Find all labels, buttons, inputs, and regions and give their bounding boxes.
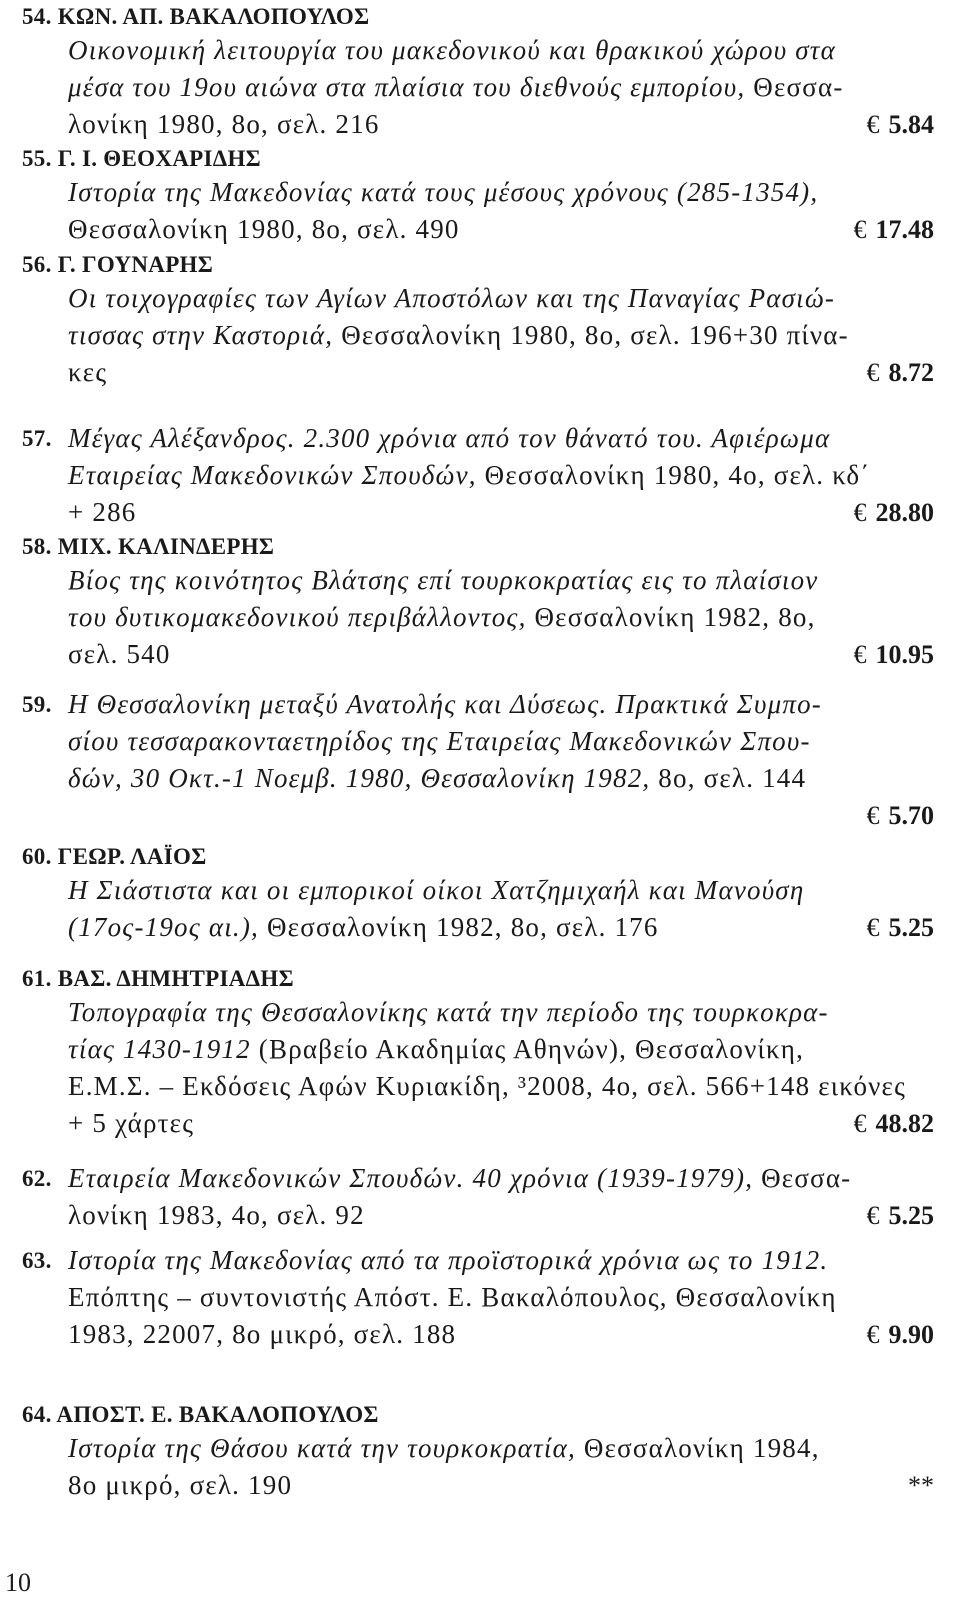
price-value: 17.48 [875, 215, 934, 244]
description-line [68, 420, 936, 457]
price-value: 28.80 [875, 498, 934, 527]
publication-details: Ε.Μ.Σ. – Εκδόσεις Αφών Κυριακίδη, ³2008, 4ο, σελ. 566+148 εικόνες [68, 1071, 906, 1101]
entry-price [867, 354, 935, 391]
title-italic-text: μέσα του 19ου αιώνα στα πλαίσια του διεθνούς εμπορίου, [68, 72, 746, 102]
entry-header [22, 252, 213, 278]
entry-author: Γ. ΓΟΥΝΑΡΗΣ [51, 252, 214, 277]
description-line [68, 636, 936, 673]
entry-number: 59. [22, 692, 52, 717]
description-line [68, 1160, 936, 1197]
price-value: 5.25 [888, 913, 934, 942]
entry-number: 54. [22, 4, 52, 29]
title-italic-text: Εταιρείας Μακεδονικών Σπουδών, [68, 460, 477, 490]
title-italic-text: Βίος της κοινότητος Βλάτσης επί τουρκοκρατίας εις το πλαίσιον [68, 565, 819, 595]
entry-price [867, 909, 935, 946]
publication-details: λονίκη 1983, 4ο, σελ. 92 [68, 1200, 365, 1230]
description-line [68, 1105, 936, 1142]
description-line [68, 686, 936, 723]
description-line [68, 354, 936, 391]
title-italic-text: (17ος-19ος αι.), [68, 912, 260, 942]
title-italic-text: τισσας στην Καστοριά, [68, 320, 334, 350]
publication-details: Επόπτης – συντονιστής Απόστ. Ε. Βακαλόπουλος, Θεσσαλονίκη [68, 1282, 837, 1312]
publication-details: κες [68, 357, 108, 387]
euro-symbol: € [853, 215, 867, 244]
description-line [68, 1068, 936, 1105]
entry-description [68, 994, 936, 1142]
description-line [68, 280, 936, 317]
publication-details: + 286 [68, 497, 137, 527]
euro-symbol: € [866, 913, 880, 942]
description-line [68, 760, 936, 797]
title-italic-text: Οι τοιχογραφίες των Αγίων Αποστόλων και της Παναγίας Ρασιώ- [68, 283, 836, 313]
title-italic-text: Ιστορία της Μακεδονίας από τα προϊστορικά χρόνια ως το 1912. [68, 1245, 829, 1275]
entry-description [68, 1242, 936, 1353]
title-italic-text: δών, 30 Οκτ.-1 Νοεμβ. 1980, Θεσσαλονίκη 1982, [68, 763, 651, 793]
entry-description [68, 872, 936, 946]
publication-details: Θεσσα- [753, 1163, 852, 1193]
entry-price [908, 1467, 934, 1504]
title-italic-text: Εταιρεία Μακεδονικών Σπουδών. 40 χρόνια (1939-1979), [68, 1163, 754, 1193]
euro-symbol: € [853, 498, 867, 527]
entry-header [22, 4, 369, 30]
price-value: 10.95 [875, 640, 934, 669]
entry-description [68, 420, 936, 531]
title-italic-text: Η Σιάστιστα και οι εμπορικοί οίκοι Χατζημιχαήλ και Μανούση [68, 875, 805, 905]
title-italic-text: του δυτικομακεδονικού περιβάλλοντος, [68, 602, 527, 632]
price-note: ** [908, 1471, 934, 1500]
price-value: 5.70 [888, 801, 934, 830]
entry-author: ΑΠΟΣΤ. Ε. ΒΑΚΑΛΟΠΟΥΛΟΣ [51, 1402, 379, 1427]
description-line [68, 69, 936, 106]
description-line [68, 909, 936, 946]
entry-price [867, 797, 935, 834]
entry-author: Γ. Ι. ΘΕΟΧΑΡΙΔΗΣ [51, 146, 261, 171]
euro-symbol: € [866, 801, 880, 830]
description-line [68, 494, 936, 531]
description-line [68, 1467, 936, 1504]
entry-header [22, 534, 274, 560]
title-italic-text: Η Θεσσαλονίκη μεταξύ Ανατολής και Δύσεως. Πρακτικά Συμπο- [68, 689, 822, 719]
description-line [68, 994, 936, 1031]
title-italic-text: σίου τεσσαρακονταετηρίδος της Εταιρείας Μακεδονικών Σπου- [68, 726, 811, 756]
title-italic-text: Μέγας Αλέξανδρος. 2.300 χρόνια από τον θάνατό του. Αφιέρωμα [68, 423, 831, 453]
description-line [68, 1242, 936, 1279]
entry-price [867, 1316, 935, 1353]
description-line [68, 211, 936, 248]
entry-price [867, 1197, 935, 1234]
price-value: 5.84 [888, 110, 934, 139]
entry-number: 57. [22, 426, 52, 451]
description-line [68, 872, 936, 909]
euro-symbol: € [853, 1109, 867, 1138]
entry-number: 62. [22, 1166, 52, 1191]
description-line [68, 1430, 936, 1467]
title-italic-text: Οικονομική λειτουργία του μακεδονικού και θρακικού χώρου στα [68, 35, 837, 65]
publication-details: Θεσσαλονίκη 1982, 8ο, σελ. 176 [259, 912, 659, 942]
price-value: 48.82 [875, 1109, 934, 1138]
price-value: 5.25 [888, 1201, 934, 1230]
description-line [68, 1031, 936, 1068]
description-line [68, 317, 936, 354]
publication-details: (Βραβείο Ακαδημίας Αθηνών), Θεσσαλονίκη, [250, 1034, 805, 1064]
title-italic-text: τίας 1430-1912 [68, 1034, 251, 1064]
title-italic-text: Τοπογραφία της Θεσσαλονίκης κατά την περίοδο της τουρκοκρα- [68, 997, 829, 1027]
entry-price [854, 211, 935, 248]
euro-symbol: € [866, 110, 880, 139]
entry-number: 56. [22, 252, 52, 277]
publication-details: Θεσσαλονίκη 1984, [575, 1433, 820, 1463]
publication-details: σελ. 540 [68, 639, 171, 669]
entry-author: ΜΙΧ. ΚΑΛΙΝΔΕΡΗΣ [51, 534, 275, 559]
entry-author: ΓΕΩΡ. ΛΑΪΟΣ [51, 844, 207, 869]
entry-number: 55. [22, 146, 52, 171]
publication-details: Θεσσαλονίκη 1980, 8ο, σελ. 490 [68, 214, 460, 244]
publication-details: Θεσσαλονίκη 1980, 8ο, σελ. 196+30 πίνα- [333, 320, 849, 350]
entry-price [867, 106, 935, 143]
entry-description [68, 562, 936, 673]
entry-author: ΚΩΝ. ΑΠ. ΒΑΚΑΛΟΠΟΥΛΟΣ [51, 4, 370, 29]
price-value: 9.90 [888, 1320, 934, 1349]
publication-details: 8ο, σελ. 144 [650, 763, 807, 793]
entry-number: 58. [22, 534, 52, 559]
entry-number: 63. [22, 1248, 52, 1273]
description-line [68, 174, 936, 211]
description-line [68, 723, 936, 760]
euro-symbol: € [853, 640, 867, 669]
entry-price [854, 494, 935, 531]
description-line [68, 1316, 936, 1353]
entry-description [68, 280, 936, 391]
entry-header [22, 146, 261, 172]
description-line [68, 1197, 936, 1234]
publication-details: Θεσσαλονίκη 1982, 8ο, [526, 602, 816, 632]
publication-details: 1983, 22007, 8ο μικρό, σελ. 188 [68, 1319, 457, 1349]
description-line [68, 599, 936, 636]
entry-author: ΒΑΣ. ΔΗΜΗΤΡΙΑΔΗΣ [51, 966, 294, 991]
entry-header [22, 1402, 379, 1428]
description-line [68, 32, 936, 69]
description-line [68, 106, 936, 143]
entry-price [854, 1105, 935, 1142]
title-italic-text: Ιστορία της Θάσου κατά την τουρκοκρατία, [68, 1433, 576, 1463]
entry-description [68, 686, 936, 797]
euro-symbol: € [866, 358, 880, 387]
publication-details: + 5 χάρτες [68, 1108, 195, 1138]
euro-symbol: € [866, 1320, 880, 1349]
entry-description [68, 32, 936, 143]
entry-number: 64. [22, 1402, 52, 1427]
entry-description [68, 174, 936, 248]
entry-number: 60. [22, 844, 52, 869]
description-line [68, 457, 936, 494]
entry-header [22, 966, 294, 992]
title-italic-text: Ιστορία της Μακεδονίας κατά τους μέσους χρόνους (285-1354), [68, 177, 819, 207]
publication-details: Θεσσα- [745, 72, 844, 102]
entry-header [22, 844, 207, 870]
publication-details: Θεσσαλονίκη 1980, 4ο, σελ. κδ΄ [476, 460, 871, 490]
euro-symbol: € [866, 1201, 880, 1230]
entry-price [854, 636, 935, 673]
entry-description [68, 1430, 936, 1504]
page-number: 10 [5, 1568, 31, 1597]
entry-description [68, 1160, 936, 1234]
publication-details: λονίκη 1980, 8ο, σελ. 216 [68, 109, 380, 139]
entry-number: 61. [22, 966, 52, 991]
price-value: 8.72 [888, 358, 934, 387]
publication-details: 8ο μικρό, σελ. 190 [68, 1470, 293, 1500]
description-line [68, 1279, 936, 1316]
description-line [68, 562, 936, 599]
